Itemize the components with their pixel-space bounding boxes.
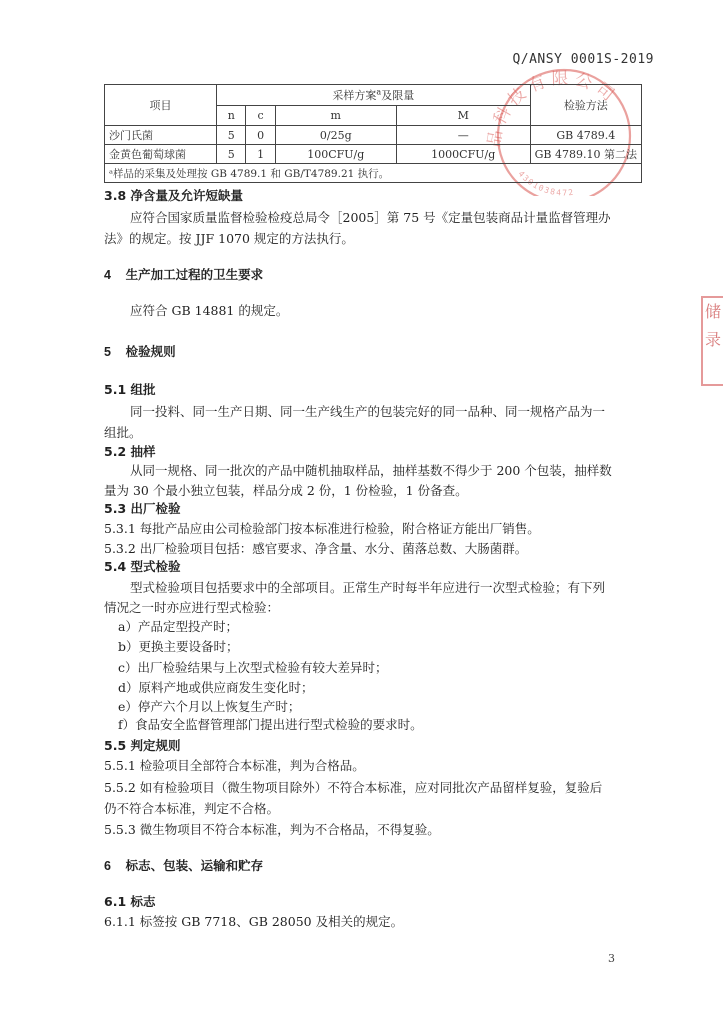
list-item: b）更换主要设备时；	[118, 639, 239, 654]
table-header-method: 检验方法	[530, 85, 641, 126]
svg-text:品科技有限公司: 品科技有限公司	[484, 68, 622, 149]
section-5-heading: 5 检验规则	[104, 344, 176, 359]
table-row	[105, 145, 642, 164]
edge-stamp: 储 录	[701, 296, 723, 386]
table-cell: —	[396, 126, 530, 145]
section-5-5-2-text-1: 5.5.2 如有检验项目（微生物项目除外）不符合本标准，应对同批次产品留样复验，复验后	[104, 780, 603, 795]
section-3-8-text-2: 法》的规定。按 JJF 1070 规定的方法执行。	[104, 231, 354, 246]
list-item: c）出厂检验结果与上次型式检验有较大差异时；	[118, 660, 388, 675]
table-cell: GB 4789.4	[530, 126, 641, 145]
section-5-5-3-text: 5.5.3 微生物项目不符合本标准，判为不合格品，不得复验。	[104, 822, 440, 837]
section-5-4-heading: 5.4 型式检验	[104, 559, 181, 574]
section-4-text: 应符合 GB 14881 的规定。	[130, 303, 289, 318]
table-cell: GB 4789.10 第二法	[530, 145, 641, 164]
table-cell: 金黄色葡萄球菌	[105, 145, 217, 164]
section-5-1-text-2: 组批。	[104, 425, 142, 440]
table-header-item: 项目	[105, 85, 217, 126]
section-5-5-2-text-2: 仍不符合本标准，判定不合格。	[104, 801, 280, 816]
section-5-5-1-text: 5.5.1 检验项目全部符合本标准，判为合格品。	[104, 758, 365, 773]
section-5-4-text-2: 情况之一时亦应进行型式检验：	[104, 600, 280, 615]
table-cell: 1000CFU/g	[396, 145, 530, 164]
table-subheader-n: n	[217, 105, 246, 126]
section-5-2-heading: 5.2 抽样	[104, 444, 156, 459]
table-note-row	[105, 164, 642, 183]
table-note: ᵃ样品的采集及处理按 GB 4789.1 和 GB/T4789.21 执行。	[105, 164, 642, 183]
table-cell: 5	[217, 126, 246, 145]
list-item: a）产品定型投产时；	[118, 619, 238, 634]
table-cell: 1	[246, 145, 275, 164]
section-5-2-text-1: 从同一规格、同一批次的产品中随机抽取样品，抽样基数不得少于 200 个包装，抽样数	[130, 463, 612, 478]
table-cell: 100CFU/g	[275, 145, 396, 164]
section-5-1-text-1: 同一投料、同一生产日期、同一生产线生产的包装完好的同一品种、同一规格产品为一	[130, 404, 606, 419]
table-header-row	[105, 85, 642, 106]
table-subheader-m: m	[275, 105, 396, 126]
table-row	[105, 126, 642, 145]
section-5-3-2-text: 5.3.2 出厂检验项目包括：感官要求、净含量、水分、菌落总数、大肠菌群。	[104, 541, 528, 556]
section-5-4-text-1: 型式检验项目包括要求中的全部项目。正常生产时每半年应进行一次型式检验；有下列	[130, 580, 606, 595]
list-item: e）停产六个月以上恢复生产时；	[118, 699, 301, 714]
table-subheader-M: M	[396, 105, 530, 126]
section-6-heading: 6 标志、包装、运输和贮存	[104, 858, 264, 873]
section-3-8-heading: 3.8 净含量及允许短缺量	[104, 188, 243, 203]
section-6-1-1-text: 6.1.1 标签按 GB 7718、GB 28050 及相关的规定。	[104, 914, 404, 929]
table-cell: 沙门氏菌	[105, 126, 217, 145]
section-5-3-heading: 5.3 出厂检验	[104, 501, 181, 516]
page-number: 3	[608, 952, 615, 965]
list-item: d）原料产地或供应商发生变化时；	[118, 680, 314, 695]
standard-code: Q/ANSY 0001S-2019	[512, 52, 654, 67]
table-cell: 0/25g	[275, 126, 396, 145]
svg-text:4301038472: 4301038472	[516, 169, 576, 196]
table-subheader-c: c	[246, 105, 275, 126]
microbial-limits-table	[104, 84, 642, 183]
section-5-2-text-2: 量为 30 个最小独立包装，样品分成 2 份，1 份检验，1 份备查。	[104, 483, 468, 498]
table-cell: 5	[217, 145, 246, 164]
section-5-5-heading: 5.5 判定规则	[104, 738, 181, 753]
list-item: f）食品安全监督管理部门提出进行型式检验的要求时。	[118, 717, 423, 732]
section-4-heading: 4 生产加工过程的卫生要求	[104, 267, 264, 282]
table-header-sampling: 采样方案$^a$及限量	[217, 85, 531, 106]
section-3-8-text-1: 应符合国家质量监督检验检疫总局令［2005］第 75 号《定量包装商品计量监督管理办	[130, 210, 611, 225]
section-6-1-heading: 6.1 标志	[104, 894, 156, 909]
table-cell: 0	[246, 126, 275, 145]
section-5-1-heading: 5.1 组批	[104, 382, 156, 397]
section-5-3-1-text: 5.3.1 每批产品应由公司检验部门按本标准进行检验，附合格证方能出厂销售。	[104, 521, 540, 536]
